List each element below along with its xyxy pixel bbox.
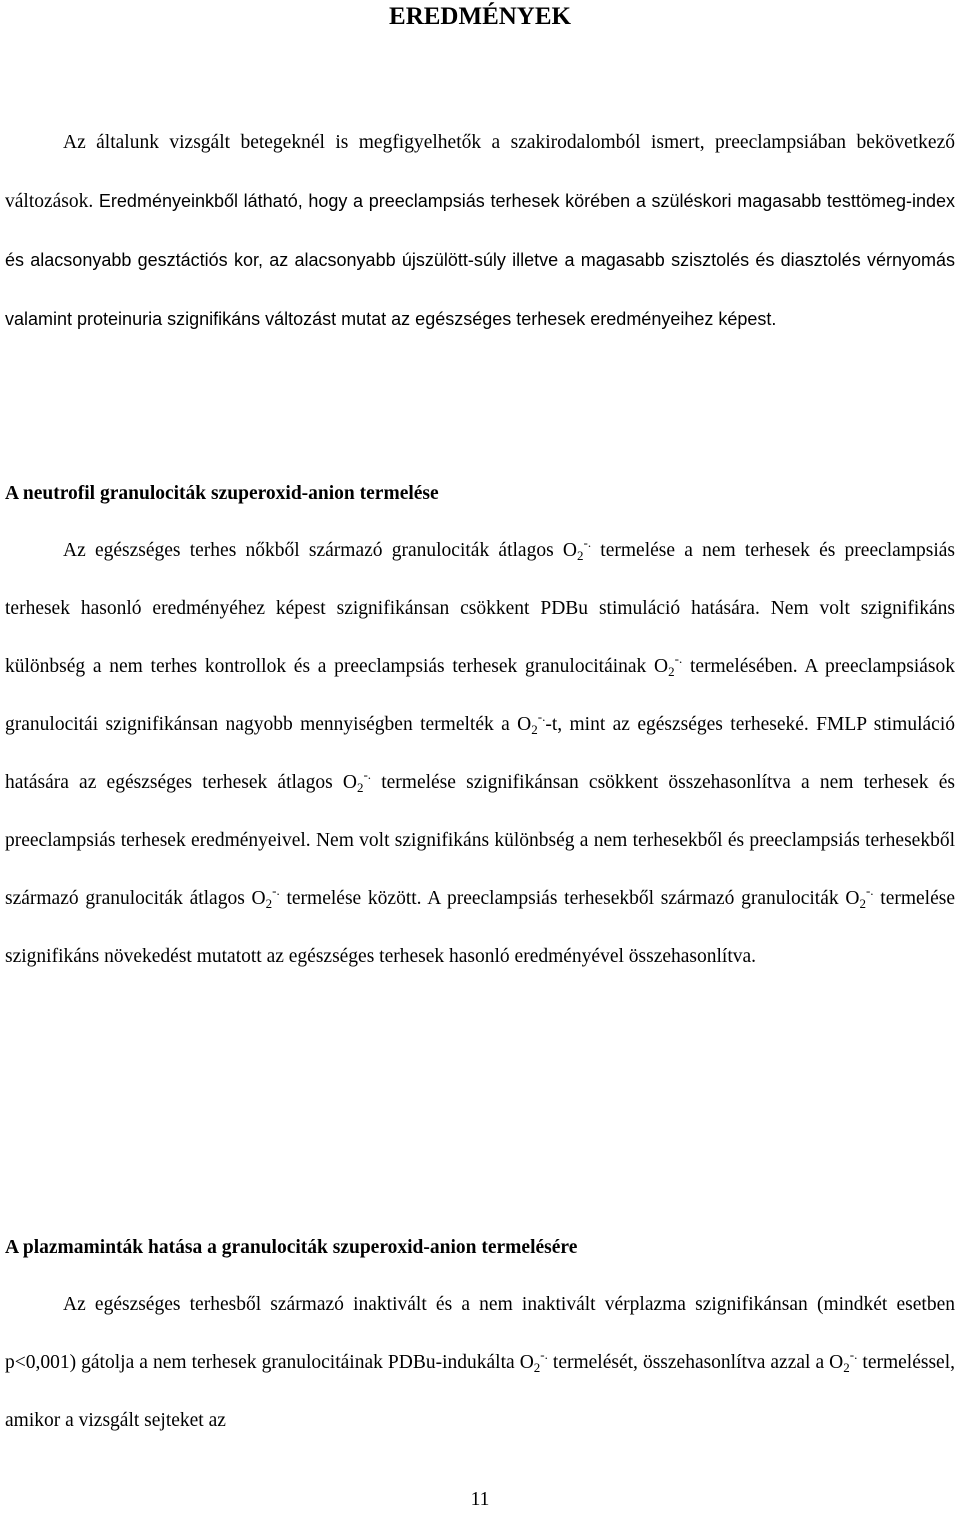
section-paragraph-neutrophil: Az egészséges terhes nőkből származó granulociták átlagos $O_2^{-.}$ termelése a nem terhesek és preeclampsiás terhesek hasonló eredményéhez képest szignifikánsan csökkent PDBu stimuláció hatására. Nem volt szignifikáns különbség a nem terhes kontrollok és a preeclampsiás terhesek granulocitáinak $O_2^{-.}$ termelésében. A preeclampsiások granulocitái szignifikánsan nagyobb mennyiségben termelték a $O_2^{-.}-t$, mint az egészséges terheseké. FMLP stimuláció hatására az egészséges terhesek átlagos $O_2^{-.}$ termelése szignifikánsan csökkent összehasonlítva a nem terhesek és preeclampsiás terhesek eredményeivel. Nem volt szignifikáns különbség a nem terhesekből és preeclampsiás terhesekből származó granulociták átlagos $O_2^{-.}$ termelése között. A preeclampsiás terhesekből származó granulociták $O_2^{-.}$ termelése szignifikáns növekedést mutatott az egészséges terhesek hasonló eredményével összehasonlítva. bbox=[5, 535, 956, 967]
section-heading-plasma: A plazmaminták hatása a granulociták szuperoxid-anion termelésére bbox=[5, 1237, 578, 1258]
chem-formula: $O_2^{-.}$ bbox=[845, 883, 874, 911]
chem-formula: $O_2^{-.}$ bbox=[654, 651, 683, 679]
chem-formula: $O_2^{-.}$ bbox=[562, 535, 592, 563]
chem-formula: $O_2^{-.}$ bbox=[251, 883, 280, 911]
page-title: EREDMÉNYEK bbox=[389, 3, 571, 30]
intro-sentence-1: Az általunk vizsgált betegeknél is megfigyelhetők a szakirodalomból ismert, preeclampsiában bekövetkező változások. bbox=[5, 132, 955, 212]
section-heading-neutrophil: A neutrofil granulociták szuperoxid-anion termelése bbox=[5, 483, 439, 504]
chem-formula: $O_2^{-.}$ bbox=[829, 1347, 858, 1375]
chem-formula: $O_2^{-.}$ bbox=[342, 767, 372, 795]
section-paragraph-plasma: Az egészséges terhesből származó inaktivált és a nem inaktivált vérplazma szignifikánsan (mindkét esetben p<0,001) gátolja a nem terhesek granulocitáinak PDBu-indukálta $O_2^{-.}$ termelését, összehasonlítva azzal a $O_2^{-.}$ termeléssel, amikor a vizsgált sejteket az bbox=[5, 1294, 955, 1431]
page-number: 11 bbox=[470, 1489, 490, 1510]
chem-formula: $O_2^{-.}$ bbox=[517, 709, 546, 737]
intro-sentence-2: Eredményeinkből látható, hogy a preeclampsiás terhesek körében a szüléskori magasabb testtömeg-index és alacsonyabb gesztáctiós kor, az alacsonyabb újszülött-súly illetve a magasabb szisztolés és diasztolés vérnyomás valamint proteinuria szignifikáns változást mutat az egészséges terhesek eredményeihez képest. bbox=[5, 191, 955, 329]
chem-formula: $O_2^{-.}$ bbox=[519, 1347, 548, 1375]
intro-paragraph bbox=[5, 114, 955, 349]
